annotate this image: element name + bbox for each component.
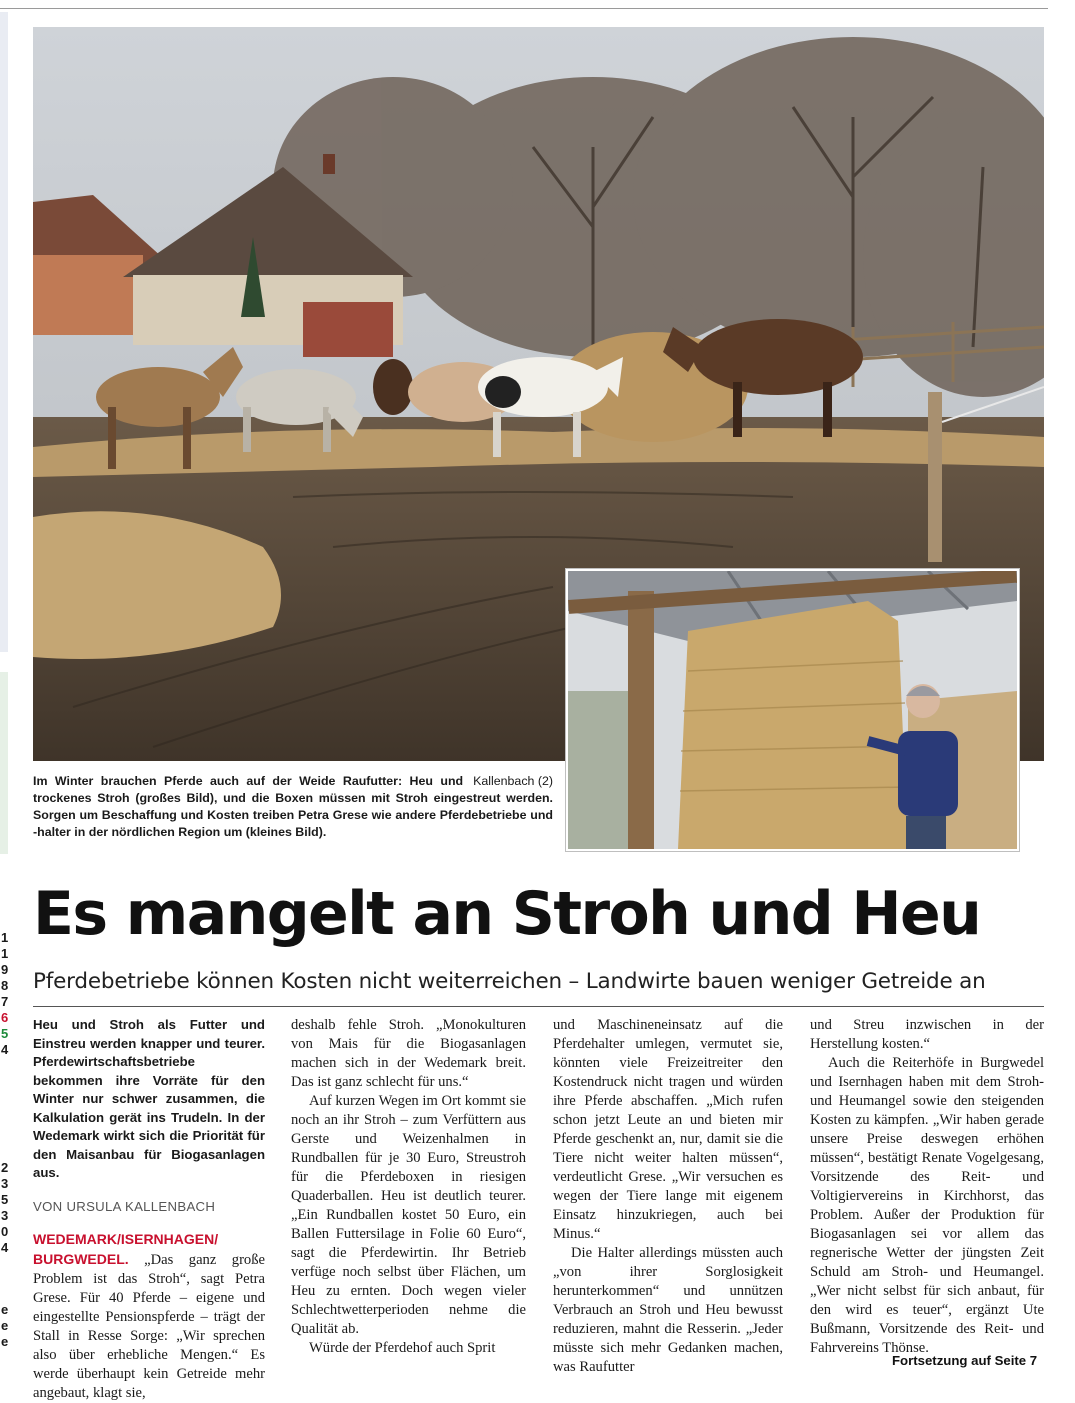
headline: Es mangelt an Stroh und Heu — [33, 879, 981, 949]
edge-digit: 3 — [1, 1208, 9, 1223]
dateline: WEDEMARK/ISERNHAGEN/ BURGWEDEL. — [33, 1230, 219, 1267]
edge-letters — [1, 1302, 9, 1350]
continued-on-page: Fortsetzung auf Seite 7 — [892, 1353, 1038, 1368]
edge-digit: 5 — [1, 1026, 9, 1041]
article-paragraph: und Streu inzwischen in der Herstellung kosten.“ — [810, 1017, 1044, 1052]
edge-digit: 1 — [1, 930, 9, 945]
article-paragraph: Auch die Reiterhöfe in Burgwedel und Isernhagen haben mit dem Stroh- und Heumangel sowie den steigenden Kosten zu kämpfen. „Wir haben gerade unsere Preise deswegen erhöhen müssen“, bestätigt Renate Vogelgesang, Vorsitzende des Reit- und Voltigiervereins in Kirchhorst, das Problem. Außer der Produktion für Biogasanlagen sei vor allem das regnerische Wetter der jüngsten Zeit Schuld am Stroh- und Heumangel. „Wer nicht selbst für sich anbaut, für den wird es teuer“, ergänzt Ute Bußmann, Vorsitzende des Reit- und Fahrvereins Thönse. — [810, 1055, 1044, 1356]
edge-numbers-mid — [1, 1160, 9, 1256]
edge-numbers-top — [1, 930, 9, 1058]
edge-digit: 7 — [1, 994, 9, 1009]
lead-paragraph: Heu und Stroh als Futter und Einstreu werden knapper und teurer. Pferdewirtschaftsbetriebe bekommen ihre Vorräte für den Winter nur schwer zusammen, die Kalkulation gerät ins Trudeln. In der Wedemark wirkt sich die Priorität für den Maisanbau für Biogasanlagen aus. — [33, 1017, 265, 1180]
article-column-4 — [810, 1016, 1044, 1358]
subhead-rule — [33, 1006, 1044, 1007]
edge-digit: 9 — [1, 962, 9, 977]
edge-digit: 1 — [1, 946, 9, 961]
article-column-2 — [291, 1016, 526, 1358]
edge-digit: 8 — [1, 978, 9, 993]
straw-bale-illustration — [568, 571, 1017, 849]
edge-digit: 2 — [1, 1160, 9, 1175]
article-paragraph: Die Halter allerdings müssten auch „von ihrer Sorglosigkeit herunterkommen“ und unnützen Verbrauch an Stroh und Heu bewusst reduzieren, mahnt die Resserin. „Jeder müsste sich mehr Gedanken machen, was Raufutter — [553, 1245, 783, 1375]
edge-digit: 4 — [1, 1042, 9, 1057]
article-paragraph: deshalb fehle Stroh. „Monokulturen von Mais für die Biogasanlagen machen sich in der Wedemark breit. Das ist ganz schlecht für uns.“ — [291, 1017, 526, 1090]
article-paragraph: und Maschineneinsatz auf die Pferdehalter umlegen, vermutet sie, könnten viele Freizeitreiter den Kostendruck nicht tragen und würden ihre Pferde abschaffen. „Mich rufen schon jetzt Leute an und bieten mir Pferde geschenkt an, nur, damit sie die Tiere nicht weiter halten müssen“, verdeutlicht Grese. „Wir versuchen es wegen der Tiere lange mit eigenem Einsatz hinzukriegen, auch bei Minus.“ — [553, 1017, 783, 1242]
byline: VON URSULA KALLENBACH — [33, 1198, 216, 1214]
left-edge-strip-green — [0, 672, 8, 854]
edge-letter: e — [1, 1318, 9, 1333]
article-column-3 — [553, 1016, 783, 1377]
caption-text: Im Winter brauchen Pferde auch auf der Weide Raufutter: Heu und trockenes Stroh (großes Bild), und die Boxen müssen mit Stroh eingestreut werden. Sorgen um Beschaffung und Kosten treiben Petra Grese wie andere Pferdebetriebe und -halter in der nördlichen Region um (kleines Bild). — [33, 774, 553, 839]
edge-letter: e — [1, 1334, 9, 1349]
edge-digit: 5 — [1, 1192, 9, 1207]
inset-photo-straw-bale — [566, 569, 1019, 851]
edge-digit: 6 — [1, 1010, 9, 1025]
edge-digit: 4 — [1, 1240, 9, 1255]
edge-digit: 0 — [1, 1224, 9, 1239]
top-rule — [0, 8, 1048, 9]
photo-credit: Kallenbach (2) — [473, 774, 553, 788]
article-column-1 — [33, 1016, 265, 1403]
article-paragraph: Auf kurzen Wegen im Ort kommt sie noch an ihr Stroh – zum Verfüttern aus Gerste und Weizenhalmen in Rundballen für je 30 Euro, Streustroh für die Pferdeboxen in riesigen Quaderballen. Heu ist deutlich teurer. „Ein Rundballen kostet 50 Euro, ein Ballen Futtersilage in Folie 60 Euro“, sagt die Pferdewirtin. Ihr Betrieb verfüge noch selbst über Flächen, um Heu zu ernten. Doch wegen vieler Schlechtwetterperioden nehme die Qualität ab. — [291, 1093, 526, 1337]
subheadline: Pferdebetriebe können Kosten nicht weiterreichen – Landwirte bauen weniger Getreide an — [33, 969, 986, 994]
edge-digit: 3 — [1, 1176, 9, 1191]
left-edge-strip — [0, 12, 8, 652]
article-paragraph — [33, 1230, 265, 1403]
paragraph-text: „Das ganz große Problem ist das Stroh“, sagt Petra Grese. Für 40 Pferde – eigene und eingestellte Pensionspferde – trägt der Stall in Resse Sorge: „Wir sprechen also über erhebliche Mengen.“ Es werde überhaupt kein Getreide mehr angebaut, klagt sie, — [33, 1251, 266, 1401]
edge-letter: e — [1, 1302, 9, 1317]
article-paragraph: Würde der Pferdehof auch Sprit — [309, 1340, 496, 1356]
photo-caption — [33, 773, 553, 841]
